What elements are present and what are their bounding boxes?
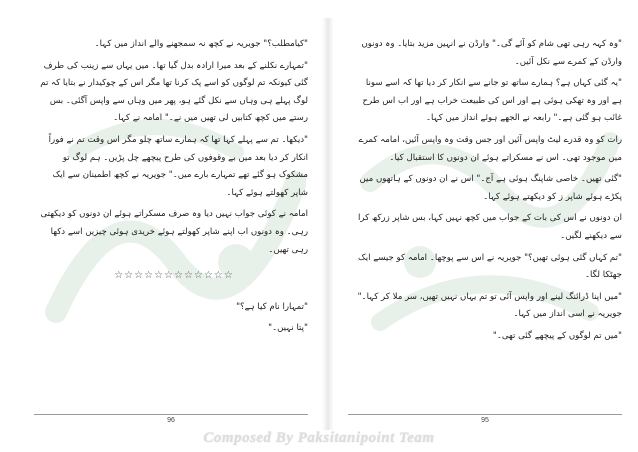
paragraph: "تم کہاں گئی ہوئی تھیں؟" جویریہ نے اس سے پوچھا۔ امامہ کو جیسے ایک جھٹکا لگا۔	[358, 252, 622, 281]
left-page-text	[40, 36, 308, 342]
footer-rule	[34, 414, 308, 415]
right-page	[340, 22, 630, 424]
paragraph: "پتا نہیں۔"	[268, 323, 308, 334]
paragraph: "یہ گئی کہاں ہے؟ ہمارے ساتھ تو جانے سے انکار کر دیا تھا کہ اسے سونا ہے اور وہ تھکی ہوئی ہے اور اس کی طبیعت خراب ہے اور اب اس طرح غائب ہو گئی ہے۔" رابعہ نے الجھے ہوئے انداز میں کہا۔	[362, 78, 622, 124]
left-page	[26, 22, 316, 424]
page-number: 95	[481, 417, 489, 424]
footer-rule	[348, 414, 622, 415]
paragraph: ان دونوں نے اس کی بات کے جواب میں کچھ نہیں کہا، بس شاپر زرکھ کرا سے دیکھنے لگیں۔	[357, 213, 622, 241]
paragraph: "وہ کہہ رہی تھی شام کو آئے گی۔" وارڈن نے انہیں مزید بتایا۔ وہ دونوں وارڈن کے کمرے سے نکل آئیں۔	[361, 39, 622, 67]
paragraph: امامہ نے کوئی جواب نہیں دیا وہ صرف مسکراتے ہوئے ان دونوں کو دیکھتی رہی۔ وہ دونوں اب اپنے شاپر کھولتے ہوئے خریدی ہوئی چیزیں اسے دکھا رہی تھیں۔	[40, 209, 308, 255]
paragraph: "میں اپنا ڈرائنگ لینے اور واپس آئی تو تم یہاں نہیں تھیں، سر ملا کر کہا۔" جویریہ نے اسی انداز میں کہا۔	[357, 291, 622, 320]
credit-watermark: Composed By Paksitanipoint Team	[203, 430, 435, 446]
paragraph: "تمہارا نام کیا ہے؟"	[236, 301, 308, 312]
paragraph: رات کو وہ قدرے لیٹ واپس آئیں اور جس وقت وہ واپس آئیں، امامہ کمرے میں موجود تھی۔ اس نے مسکراتے ہوئے ان دونوں کا استقبال کیا۔	[358, 134, 622, 163]
paragraph: "میں تم لوگوں کے پیچھے گئی تھی۔"	[492, 330, 622, 341]
section-separator: ☆☆☆☆☆☆☆☆☆☆☆☆	[114, 270, 234, 282]
page-number: 96	[167, 417, 175, 424]
paragraph: "کیامطلب؟" جویریہ نے کچھ نہ سمجھنے والے انداز میں کہا۔	[94, 39, 308, 49]
paragraph: "تمہارے نکلنے کے بعد میرا ارادہ بدل گیا تھا۔ میں یہاں سے زینب کی طرف گئی کیونکہ تم لوگوں کو اسے پک کرنا تھا مگر اس کے چوکیدار نے بتایا کہ تم لوگ پہلے ہی وہاں سے نکل گئے ہو، پھر میں وہاں سے واپس آگئی۔ بس رستے میں کچھ کتابیں لی تھیں میں نے۔" امامہ نے کہا۔	[40, 60, 308, 124]
right-page-text	[354, 36, 622, 350]
book-gutter	[322, 18, 334, 430]
paragraph: "دیکھا۔ تم سے پہلے کہا تھا کہ ہمارے ساتھ چلو مگر اس وقت تم نے فوراً انکار کر دیا بعد میں بے وقوفوں کی طرح پیچھے چل پڑیں۔ ہم لوگ تو مشکوک ہو گئے تھے تمہارے بارے میں۔" جویریہ نے کچھ اطمینان سے ایک شاپر کھولتے ہوئے کہا۔	[48, 134, 308, 198]
paragraph: "گئی تھیں۔ خاصی شاپنگ ہوئی ہے آج۔" اس نے ان دونوں کے ہاتھوں میں پکڑے ہوئے شاپر ز کو دیکھتے ہوئے کہا۔	[359, 174, 622, 202]
